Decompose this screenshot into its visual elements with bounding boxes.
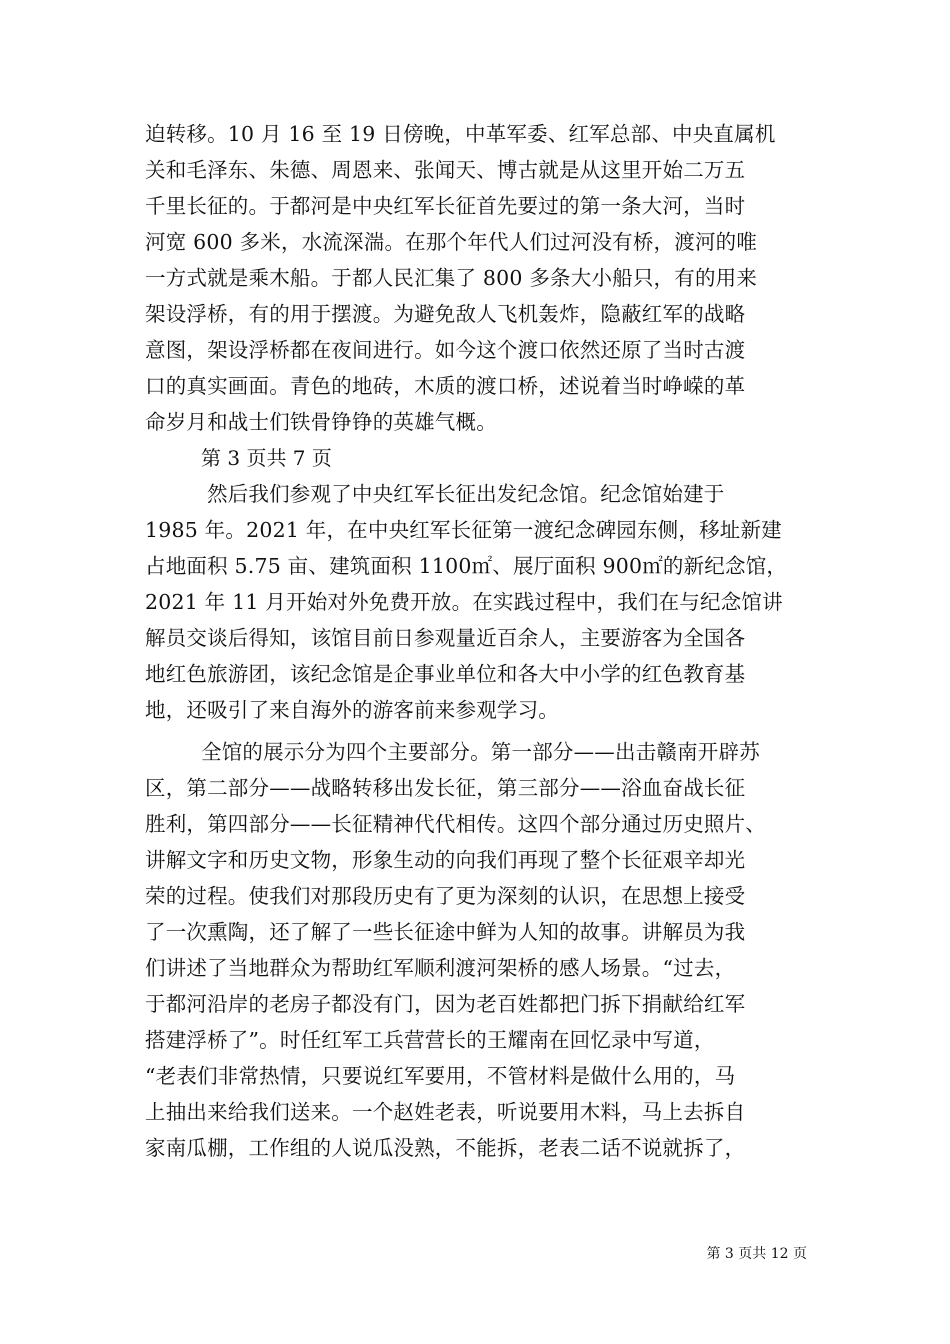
paragraph-1 (145, 116, 807, 440)
text-line: 架设浮桥，有的用于摆渡。为避免敌人飞机轰炸，隐蔽红军的战略 (145, 302, 746, 326)
text-line: 2021 年 11 月开始对外免费开放。在实践过程中，我们在与纪念馆讲 (145, 590, 783, 614)
text-line: 解员交谈后得知，该馆目前日参观量近百余人，主要游客为全国各 (145, 626, 746, 650)
text-line: 命岁月和战士们铁骨铮铮的英雄气概。 (145, 410, 497, 434)
text-line: 们讲述了当地群众为帮助红军顺利渡河架桥的感人场景。“过去， (145, 956, 736, 980)
text-line: 讲解文字和历史文物，形象生动的向我们再现了整个长征艰辛却光 (145, 848, 746, 872)
text-line: 全馆的展示分为四个主要部分。第一部分——出击赣南开辟苏 (201, 740, 760, 764)
text-line: 关和毛泽东、朱德、周恩来、张闻天、博古就是从这里开始二万五 (145, 158, 746, 182)
text-line: 意图，架设浮桥都在夜间进行。如今这个渡口依然还原了当时古渡 (145, 338, 746, 362)
text-line: 一方式就是乘木船。于都人民汇集了 800 多条大小船只，有的用来 (145, 266, 758, 290)
text-line: 地红色旅游团，该纪念馆是企事业单位和各大中小学的红色教育基 (145, 662, 746, 686)
paragraph-3 (145, 734, 807, 1166)
text-line: 于都河沿岸的老房子都没有门，因为老百姓都把门拆下捐献给红军 (145, 992, 746, 1016)
page-footer-number: 第 3 页共 12 页 (706, 1246, 807, 1262)
text-line: 迫转移。10 月 16 至 19 日傍晚，中革军委、红军总部、中央直属机 (145, 122, 776, 146)
text-line: 荣的过程。使我们对那段历史有了更为深刻的认识，在思想上接受 (145, 884, 746, 908)
text-line: 家南瓜棚，工作组的人说瓜没熟，不能拆，老表二话不说就拆了， (145, 1136, 746, 1160)
text-line: 搭建浮桥了”。时任红军工兵营营长的王耀南在回忆录中写道， (145, 1028, 715, 1052)
paragraph-2 (145, 476, 807, 728)
text-line: 占地面积 5.75 亩、建筑面积 1100㎡、展厅面积 900㎡的新纪念馆， (145, 554, 788, 578)
text-line: 千里长征的。于都河是中央红军长征首先要过的第一条大河，当时 (145, 194, 746, 218)
text-line: 1985 年。2021 年，在中央红军长征第一渡纪念碑园东侧，移址新建 (145, 518, 782, 542)
text-line: 区，第二部分——战略转移出发长征，第三部分——浴血奋战长征 (145, 776, 746, 800)
text-line: 地，还吸引了来自海外的游客前来参观学习。 (145, 698, 559, 722)
inner-page-number: 第 3 页共 7 页 (201, 446, 332, 470)
text-line: 了一次熏陶，还了解了一些长征途中鲜为人知的故事。讲解员为我 (145, 920, 746, 944)
text-line: 上抽出来给我们送来。一个赵姓老表，听说要用木料，马上去拆自 (145, 1100, 746, 1124)
text-line: 河宽 600 多米，水流深湍。在那个年代人们过河没有桥，渡河的唯 (145, 230, 758, 254)
document-body (145, 116, 807, 1166)
text-line: 口的真实画面。青色的地砖，木质的渡口桥，述说着当时峥嵘的革 (145, 374, 746, 398)
text-line: 胜利，第四部分——长征精神代代相传。这四个部分通过历史照片、 (145, 812, 766, 836)
text-line: 然后我们参观了中央红军长征出发纪念馆。纪念馆始建于 (207, 482, 725, 506)
text-line: “老表们非常热情，只要说红军要用，不管材料是做什么用的，马 (145, 1064, 736, 1088)
